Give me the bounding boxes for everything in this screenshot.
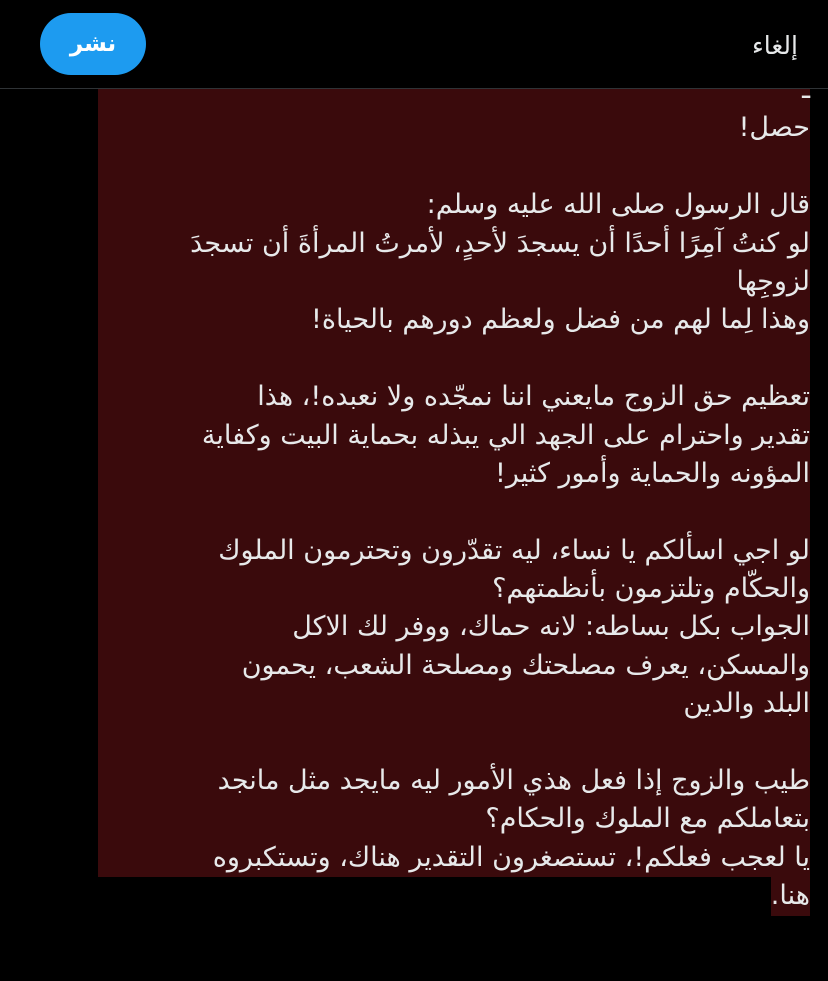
text-line: وهذا لِما لهم من فضل ولعظم دورهم بالحياة! <box>98 301 810 339</box>
blank-line <box>98 724 810 762</box>
text-line: المؤونه والحماية وأمور كثير! <box>98 455 810 493</box>
text-line: طيب والزوج إذا فعل هذي الأمور ليه مايجد مثل مانجد <box>98 762 810 800</box>
post-button[interactable]: نشر <box>40 13 146 75</box>
text-line: بتعاملكم مع الملوك والحكام؟ <box>98 800 810 838</box>
text-line: يا لعجب فعلكم!، تستصغرون التقدير هناك، وتستكبروه <box>98 839 810 877</box>
text-line: هنا. <box>98 877 810 915</box>
blank-line <box>98 148 810 186</box>
text-line: تقدير واحترام على الجهد الي يبذله بحماية البيت وكفاية <box>98 417 810 455</box>
text-line: والمسكن، يعرف مصلحتك ومصلحة الشعب، يحمون <box>98 647 810 685</box>
text-line: البلد والدين <box>98 685 810 723</box>
selected-text-block[interactable] <box>98 89 810 916</box>
text-line: والحكّام وتلتزمون بأنظمتهم؟ <box>98 570 810 608</box>
text-line: حصل! <box>98 109 810 147</box>
text-line: الجواب بكل بساطه: لانه حماك، ووفر لك الاكل <box>98 608 810 646</box>
compose-text-area[interactable] <box>0 89 828 981</box>
blank-line <box>98 493 810 531</box>
text-line: ـ <box>98 89 810 109</box>
text-line: قال الرسول صلى الله عليه وسلم: <box>98 186 810 224</box>
text-line: لزوجِها <box>98 263 810 301</box>
blank-line <box>98 340 810 378</box>
compose-header <box>0 0 828 89</box>
text-line: لو اجي اسألكم يا نساء، ليه تقدّرون وتحترمون الملوك <box>98 532 810 570</box>
text-line: تعظيم حق الزوج مايعني اننا نمجّده ولا نعبده!، هذا <box>98 378 810 416</box>
cancel-button[interactable]: إلغاء <box>752 31 798 60</box>
text-line: لو كنتُ آمِرًا أحدًا أن يسجدَ لأحدٍ، لأمرتُ المرأةَ أن تسجدَ <box>98 225 810 263</box>
